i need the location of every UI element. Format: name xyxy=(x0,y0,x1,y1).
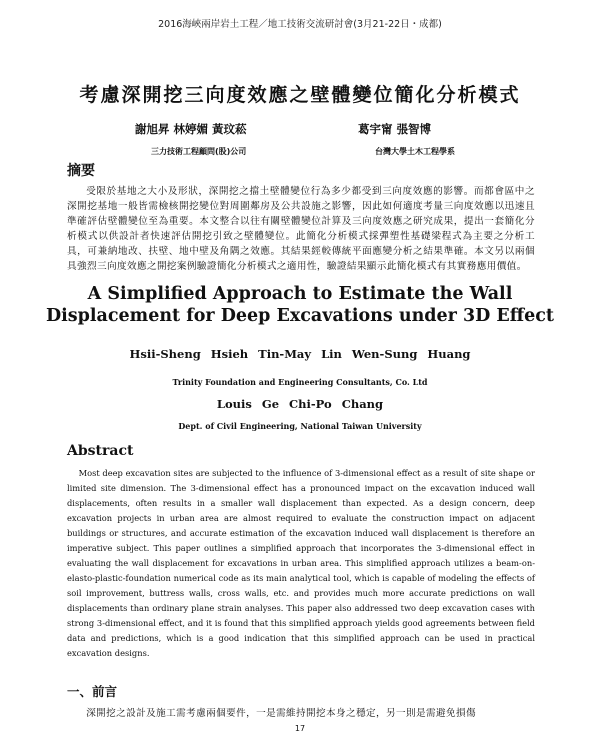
affiliation-en-2: Dept. of Civil Engineering, National Taiwan University xyxy=(178,421,422,431)
section1-text: 深開挖之設計及施工需考慮兩個要件，一是需維持開挖本身之穩定，另一則是需避免損傷 xyxy=(86,708,476,719)
title-english-line1: A Simplified Approach to Estimate the Wall xyxy=(87,284,513,304)
authors-zh-group1: 謝旭昇 林婷媚 黃玟菘 xyxy=(135,122,247,136)
section1-heading: 一、前言 xyxy=(67,684,118,699)
affiliation-zh-2: 台灣大學土木工程學系 xyxy=(375,147,455,156)
abstract-zh-text: 受限於基地之大小及形狀，深開挖之擋土壁體變位行為多少都受到三向度效應的影響。而都會區中之深開挖基地一般皆需檢核開挖變位對周圍鄰房及公共設施之影響，因此如何適度考量三向度效應以迅速且準確評估壁體變位至為重要。本文整合以往有關壁體變位計算及三向度效應之研究成果，提出一套簡化分析模式以供設計者快速評估開挖引致之壁體變位。此簡化分析模式採彈塑性基礎梁程式為主要之分析工具，可兼納地改、扶壁、地中壁及角隅之效應。其結果經較傳統平面應變分析之結果準確。本文另以兩個具強烈三向度效應之開挖案例驗證簡化分析模式之適用性，驗證結果顯示此簡化模式有其實務應用價值。 xyxy=(67,186,535,273)
abstract-en-text: Most deep excavation sites are subjected to the influence of 3-dimensional effect as a result of site shape or limited site dimension. The 3-dimensional effect has a pronounced impact on the excavation induced wall displacements, often results in a smaller wall displacement than expected. As a design concern, deep excavation projects in urban area are almost required to evaluate the construction impact on adjacent buildings or structures, and accurate estimation of the excavation induced wall displacement is therefore an imperative subject. This paper outlines a simplified approach that incorporates the 3-dimensional effect in evaluating the wall displacement for excavations in urban area. This simplified approach utilizes a beam-on-elasto-plastic-foundation numerical code as its main analytical tool, which is capable of modeling the effects of soil improvement, buttress walls, cross walls, etc. and provides much more accurate predictions on wall displacements than ordinary plane strain analyses. This paper also addressed two deep excavation cases with strong 3-dimensional effect, and it is found that this simplified approach yields good agreements between field data and predictions, which is a good indication that this simplified approach can be used in practical excavation designs. xyxy=(67,468,535,658)
abstract-en-heading: Abstract xyxy=(67,443,134,459)
title-english-line2: Displacement for Deep Excavations under 3D Effect xyxy=(45,306,555,326)
title-chinese: 考慮深開挖三向度效應之壁體變位簡化分析模式 xyxy=(79,84,521,106)
abstract-zh-heading: 摘要 xyxy=(67,163,95,179)
authors-en-group2: Louis Ge Chi-Po Chang xyxy=(216,397,384,411)
authors-en-group1: Hsii-Sheng Hsieh Tin-May Lin Wen-Sung Huang xyxy=(129,347,471,361)
page-number: 17 xyxy=(294,724,306,732)
authors-zh-group2: 葛宇甯 張智博 xyxy=(358,122,432,136)
title-english xyxy=(0,283,600,327)
affiliation-en-1: Trinity Foundation and Engineering Consultants, Co. Ltd xyxy=(172,377,428,387)
affiliation-zh-1: 三力技術工程顧問(股)公司 xyxy=(151,147,247,156)
conference-header: 2016海峽兩岸岩土工程／地工技術交流研討會(3月21-22日・成都) xyxy=(158,19,442,30)
